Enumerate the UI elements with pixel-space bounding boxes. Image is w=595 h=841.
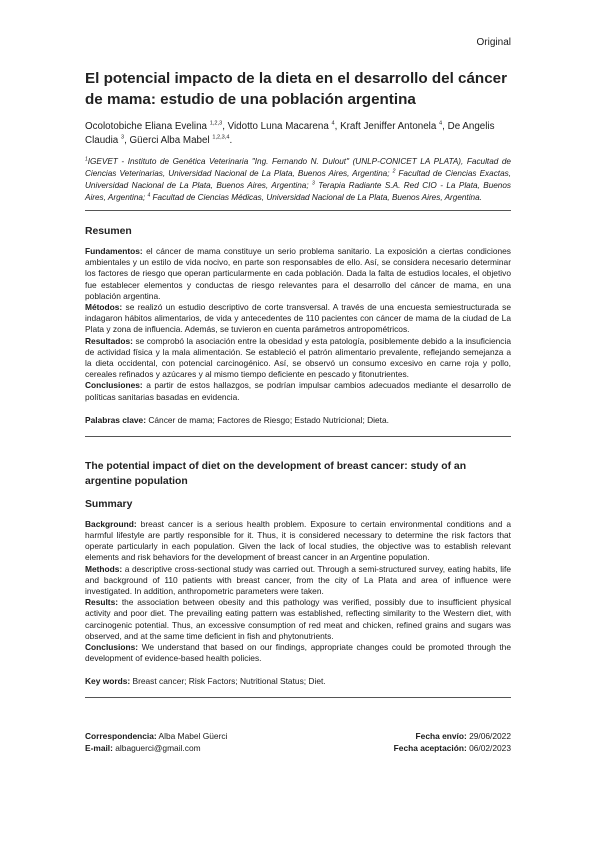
email: E-mail: albaguerci@gmail.com	[85, 743, 201, 753]
key-words: Key words: Breast cancer; Risk Factors; Nutritional Status; Diet.	[85, 676, 326, 687]
author-list	[85, 120, 511, 148]
resumen-heading: Resumen	[85, 226, 132, 237]
summary-background: Background: breast cancer is a serious health problem. Exposure to certain environmental conditions and a harmful lifestyle are partly responsible for it. Thus, it is considered necessary to determine the risk factors that operate particularly in each population. Given the lack of local studies, the objective was to establish relevant elements and risk behaviors for the development of breast cancer in an Argentine population.	[85, 518, 511, 563]
title-english: The potential impact of diet on the development of breast cancer: study of an argentine population	[85, 460, 467, 487]
resumen-metodos: Métodos: se realizó un estudio descriptivo de corte transversal. A través de una encuesta semiestructurada se indagaron hábitos alimentarios, de vida y antecedentes de 110 pacientes con cáncer de mama de la ciudad de La Plata y zona de influencia. Además, se tuvieron en cuenta parámetros antropométricos.	[85, 302, 511, 335]
title-spanish: El potencial impacto de la dieta en el desarrollo del cáncer de mama: estudio de una población argentina	[85, 70, 508, 108]
article-content	[85, 68, 511, 698]
acceptance-date: Fecha aceptación: 06/02/2023	[393, 743, 511, 753]
author: De Angelis Claudia $^3$,	[85, 121, 495, 146]
author: Güerci Alba Mabel $^{1,2,3,4}$.	[129, 134, 233, 146]
correspondence: Correspondencia: Alba Mabel Güerci	[85, 731, 228, 741]
footer-row	[85, 742, 511, 754]
divider	[85, 697, 511, 698]
summary-results: Results: the association between obesity and this pathology was verified, possibly due to insufficient physical activity and poor diet. The prevailing eating pattern was established, reflecting similarity to the Western diet, with carcinogenic potential. Thus, an excessive consumption of red meat and chicken, refined grains and sugars was observed, and at the same time deficient in fish and phytonutrients.	[85, 597, 511, 641]
summary-conclusions: Conclusions: We understand that based on our findings, appropriate changes could be promoted through the development of evidence-based health policies.	[85, 642, 511, 664]
palabras-clave: Palabras clave: Cáncer de mama; Factores de Riesgo; Estado Nutricional; Dieta.	[85, 414, 389, 425]
author: Kraft Jeniffer Antonela $^4$,	[340, 120, 448, 132]
author: Ocolotobiche Eliana Evelina $^{1,2,3}$,	[85, 120, 228, 132]
summary-methods: Methods: a descriptive cross-sectional study was carried out. Through a semi-structured survey, eating habits, life and background of 110 patients with breast cancer, from the city of La Plata and area of influence were investigated. In addition, anthropometric parameters were taken.	[85, 563, 511, 597]
affiliations: $^1$IGEVET - Instituto de Genética Veterinaria "Ing. Fernando N. Dulout" (UNLP-CONICET LA PLATA), Facultad de Ciencias Veterinarias, Universidad Nacional de La Plata, Buenos Aires, Argentina; $^2$ Facultad de Ciencias Exactas, Universidad Nacional de La Plata, Buenos Aires, Argentina; $^3$ Terapia Radiante S.A. Red CIO - La Plata, Buenos Aires, Argentina; $^4$ Facultad de Ciencias Médicas, Universidad Nacional de La Plata, Buenos Aires, Argentina.	[85, 156, 512, 202]
summary-heading: Summary	[85, 498, 133, 510]
submission-date: Fecha envío: 29/06/2022	[415, 731, 511, 741]
correspondence-footer	[85, 730, 511, 754]
article-type-label: Original	[476, 37, 511, 48]
resumen-conclusiones: Conclusiones: a partir de estos hallazgos, se podrían impulsar cambios adecuados mediante el desarrollo de políticas sanitarias basadas en evidencia.	[85, 380, 511, 402]
author: Vidotto Luna Macarena $^4$,	[227, 120, 341, 132]
divider	[85, 436, 511, 437]
divider	[85, 210, 511, 211]
resumen-fundamentos: Fundamentos: el cáncer de mama constituye un serio problema sanitario. La exposición a ciertas condiciones ambientales y un estilo de vida nocivo, en parte son responsables de ello. Así, se considera necesario determinar los factores de riesgo que operan particularmente en cada población. Dada la falta de estudios locales, el objetivo fue establecer elementos y conductas de riesgo relevantes para el desarrollo del cáncer de mama, en una población argentina.	[85, 246, 511, 301]
footer-row	[85, 730, 511, 742]
resumen-resultados: Resultados: se comprobó la asociación entre la obesidad y esta patología, posiblemente debido a la insuficiencia de actividad física y la mala alimentación. Se estableció el patrón alimentario prevalente, reflejando semejanza a la dieta occidental, con potencial carcinogénico. Así, se observó un consumo excesivo en carne roja y pollo, cereales refinados y azúcares y al mismo tiempo deficiente en pescado y fitonutrientes.	[85, 335, 511, 380]
